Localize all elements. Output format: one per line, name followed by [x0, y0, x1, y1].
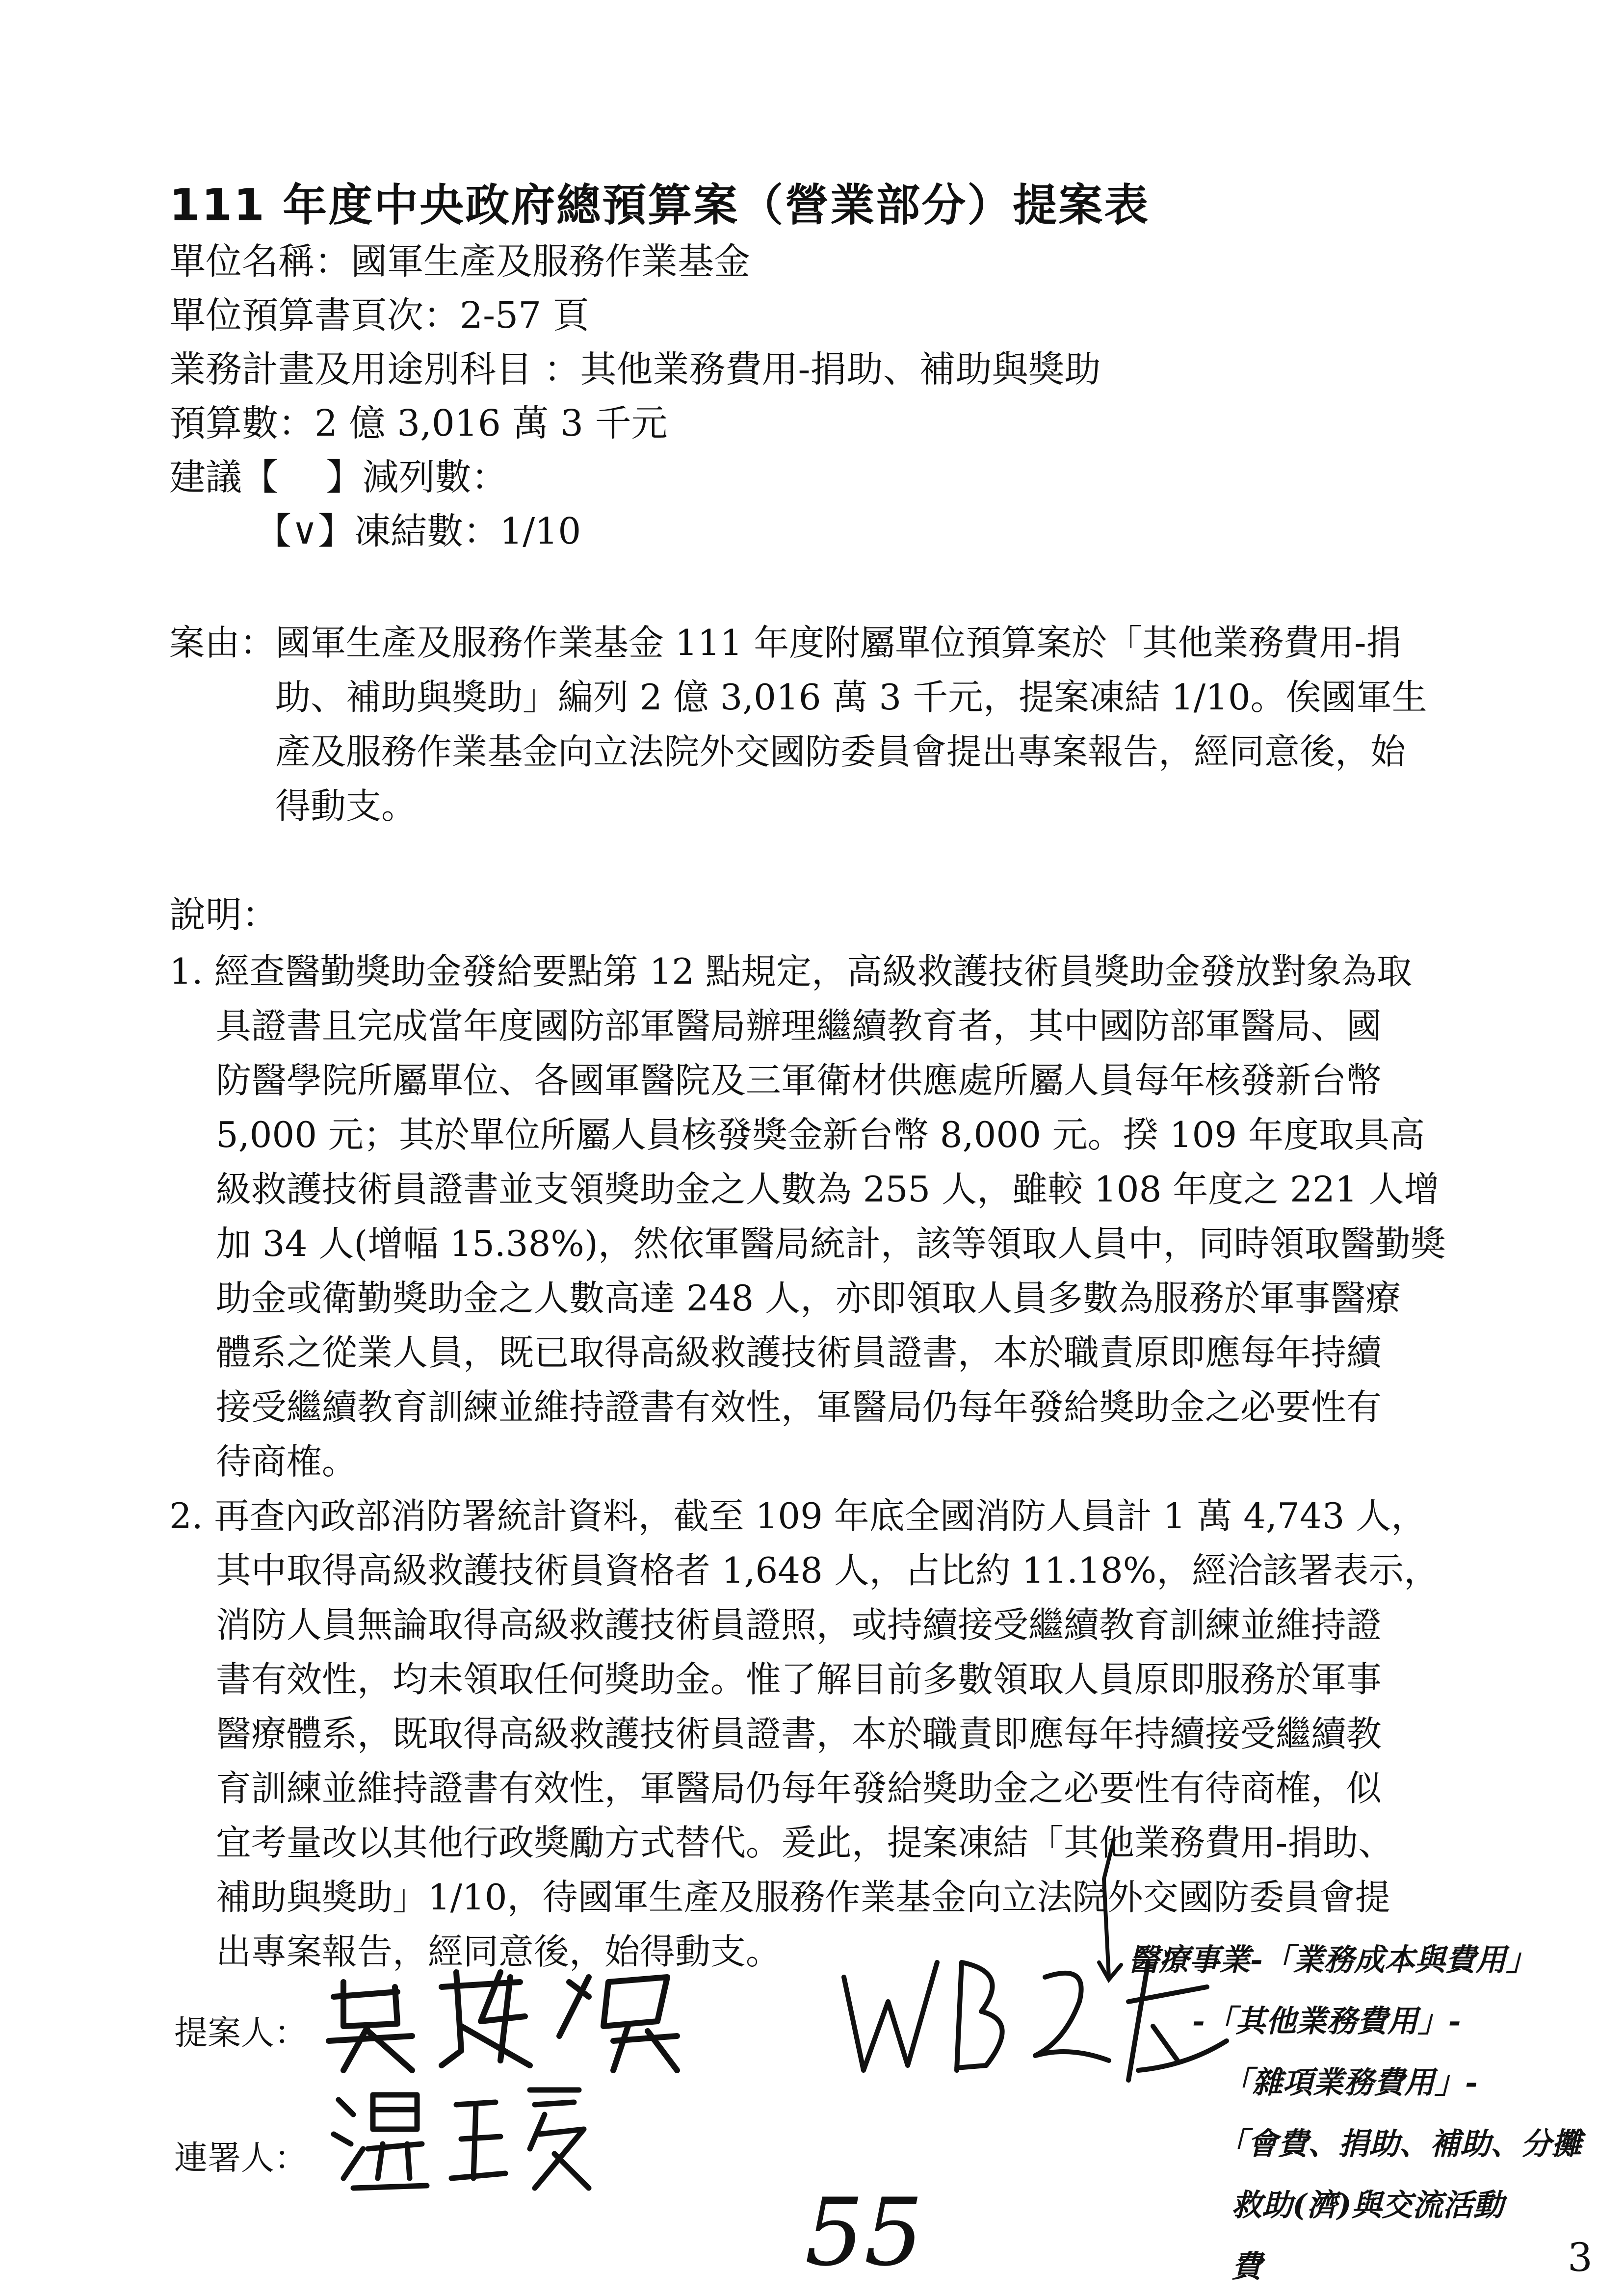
- page-reference: 單位預算書頁次：2-57 頁: [169, 294, 589, 337]
- page-number: 3: [1568, 2235, 1593, 2280]
- budget-amount: 預算數：2 億 3,016 萬 3 千元: [169, 402, 668, 444]
- cosigner-label: 連署人：: [174, 2139, 308, 2178]
- budget-subject: 業務計畫及用途別科目 ：其他業務費用-捐助、補助與獎助: [169, 348, 1101, 391]
- explanation-item-2: 2. 再查內政部消防署統計資料，截至 109 年底全國消防人員計 1 萬 4,743 人， 其中取得高級救護技術員資格者 1,648 人，占比約 11.18%，經洽該署表示， 消防人員無論取得高級救護技術員證照，或持續接受繼續教育訓練並維持證 書有效性，均未領取任何獎助金。惟了解目前多數領取人員原即服務於軍事 醫療體系，既取得高級救護技術員證書，本於職責即應每年持續接受繼續教 育訓練並維持證書有效性，軍醫局仍每年發給獎助金之必要性有待商榷，似 宜考量改以其他行政獎勵方式替代。爰此，提案凍結「其他業務費用-捐助、 補助與獎助」1/10，待國軍生產及服務作業基金向立法院外交國防委員會提 出專案報告，經同意後，始得動支。: [169, 1495, 1440, 1972]
- handwritten-note-line: 「雜項業務費用」-: [1222, 2064, 1478, 2100]
- handwritten-note-line: 費: [1231, 2248, 1262, 2284]
- case-reason: 案由：國軍生產及服務作業基金 111 年度附屬單位預算案於「其他業務費用-捐 助、補助與獎助」編列 2 億 3,016 萬 3 千元，提案凍結 1/10。俟國軍生 產及服務作業基金向立法院外交國防委員會提出專案報告，經同意後，始 得動支。: [169, 622, 1427, 827]
- explain-heading: 說明：: [169, 894, 278, 936]
- document-title: 111 年度中央政府總預算案（營業部分）提案表: [169, 180, 1150, 231]
- proposer-signature: [314, 1967, 687, 2080]
- handwritten-number: 55: [805, 2178, 923, 2287]
- explanation-item-1: 1. 經查醫勤獎助金發給要點第 12 點規定，高級救護技術員獎助金發放對象為取 具證書且完成當年度國防部軍醫局辦理繼續教育者，其中國防部軍醫局、國 防醫學院所屬單位、各國軍醫院及三軍衛材供應處所屬人員每年核發新台幣 5,000 元；其於單位所屬人員核發獎金新台幣 8,000 元。揆 109 年度取具高 級救護技術員證書並支領獎助金之人數為 255 人，雖較 108 年度之 221 人增 加 34 人(增幅 15.38%)，然依軍醫局統計，該等領取人員中，同時領取醫勤獎 助金或衛勤獎助金之人數高達 248 人，亦即領取人員多數為服務於軍事醫療 體系之從業人員，既已取得高級救護技術員證書，本於職責原即應每年持續 接受繼續教育訓練並維持證書有效性，軍醫局仍每年發給獎助金之必要性有 待商榷。: [169, 951, 1446, 1482]
- unit-name: 單位名稱：國軍生產及服務作業基金: [169, 240, 750, 283]
- suggest-reduce: 建議【 】減列數：: [169, 456, 508, 498]
- handwritten-note-line: 醫療事業-「業務成本與費用」: [1128, 1942, 1537, 1978]
- cosigner-signature: [324, 2080, 599, 2198]
- handwritten-note-line: -「其他業務費用」-: [1192, 2003, 1461, 2039]
- suggest-freeze: 【∨】凍結數：1/10: [255, 510, 581, 552]
- handwritten-note-line: 「會費、捐助、補助、分攤: [1217, 2126, 1582, 2162]
- proposer-label: 提案人：: [174, 2014, 308, 2053]
- handwritten-note-line: 救助(濟)與交流活動: [1231, 2187, 1504, 2223]
